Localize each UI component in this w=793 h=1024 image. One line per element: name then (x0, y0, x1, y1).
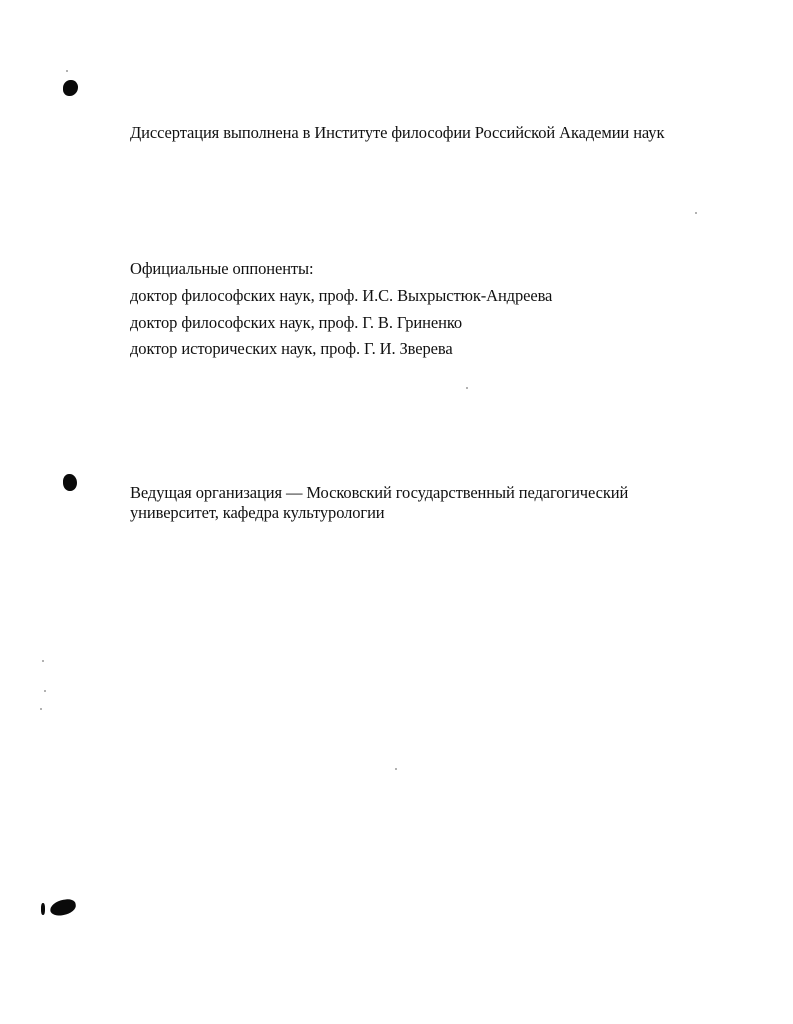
ink-mark-bottom (41, 903, 45, 915)
institution-line: Диссертация выполнена в Институте философии Российской Академии наук (130, 123, 665, 142)
opponent-line: доктор философских наук, проф. И.С. Выхрыстюк-Андреева (130, 286, 553, 305)
scan-speck (42, 660, 44, 662)
leading-organization-line-2: университет, кафедра культурологии (130, 503, 385, 522)
scan-speck (40, 708, 42, 710)
scan-speck (695, 212, 697, 214)
opponent-line: доктор исторических наук, проф. Г. И. Зверева (130, 339, 453, 358)
scan-speck (466, 387, 468, 389)
ink-blot-top (63, 80, 78, 96)
scan-speck (44, 690, 46, 692)
ink-blot-bottom (49, 898, 77, 917)
scan-speck (395, 768, 397, 770)
opponent-line: доктор философских наук, проф. Г. В. Гриненко (130, 313, 463, 332)
leading-organization-line-1: Ведущая организация — Московский государственный педагогический (130, 483, 629, 502)
opponents-heading: Официальные оппоненты: (130, 259, 314, 278)
ink-blot-middle (63, 474, 77, 491)
scan-speck (66, 70, 68, 72)
